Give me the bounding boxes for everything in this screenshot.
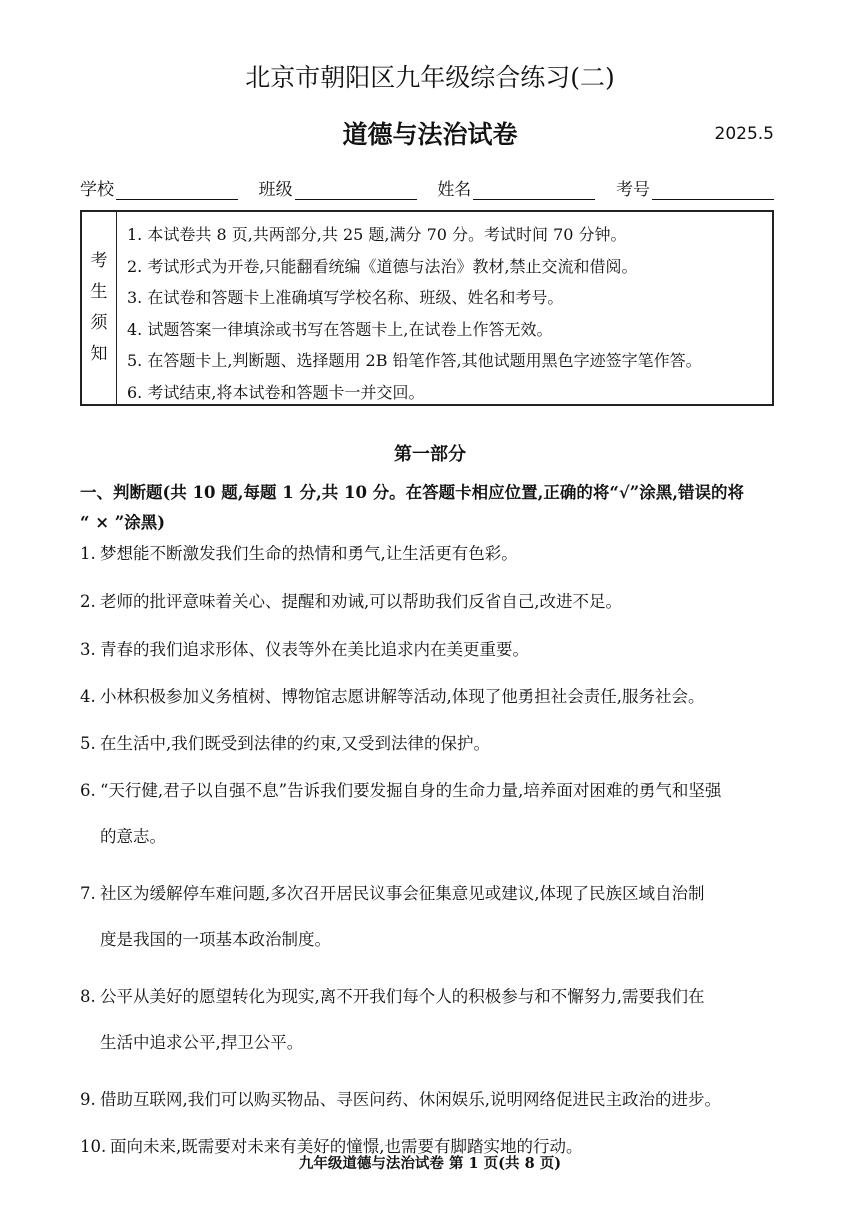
notice-item: 6. 考试结束,将本试卷和答题卡一并交回。 bbox=[127, 382, 425, 402]
student-info-row bbox=[80, 175, 774, 200]
question-item: 3. 青春的我们追求形体、仪表等外在美比追求内在美更重要。 bbox=[80, 640, 529, 659]
school-blank[interactable] bbox=[116, 179, 238, 200]
notice-item: 4. 试题答案一律填涂或书写在答题卡上,在试卷上作答无效。 bbox=[127, 319, 553, 339]
question-item: 8. 公平从美好的愿望转化为现实,离不开我们每个人的积极参与和不懈努力,需要我们在 生活中追求公平,捍卫公平。 bbox=[80, 987, 705, 1052]
class-blank[interactable] bbox=[295, 179, 417, 200]
name-field[interactable] bbox=[437, 175, 595, 200]
question-item: 1. 梦想能不断激发我们生命的热情和勇气,让生活更有色彩。 bbox=[80, 544, 518, 563]
exam-number-label: 考号 bbox=[615, 180, 650, 200]
notice-list bbox=[117, 212, 702, 404]
name-blank[interactable] bbox=[473, 179, 595, 200]
notice-item: 2. 考试形式为开卷,只能翻看统编《道德与法治》教材,禁止交流和借阅。 bbox=[127, 256, 638, 276]
class-field[interactable] bbox=[259, 175, 417, 200]
question-item: 2. 老师的批评意味着关心、提醒和劝诫,可以帮助我们反省自己,改进不足。 bbox=[80, 592, 622, 611]
school-field[interactable] bbox=[80, 175, 238, 200]
notice-item: 5. 在答题卡上,判断题、选择题用 2B 铅笔作答,其他试题用黑色字迹签字笔作答。 bbox=[127, 351, 702, 370]
question-item: 9. 借助互联网,我们可以购买物品、寻医问药、休闲娱乐,说明网络促进民主政治的进步。 bbox=[80, 1090, 721, 1109]
notice-item: 3. 在试卷和答题卡上准确填写学校名称、班级、姓名和考号。 bbox=[127, 288, 564, 307]
exam-number-blank[interactable] bbox=[652, 179, 774, 200]
question-item: 7. 社区为缓解停车难问题,多次召开居民议事会征集意见或建议,体现了民族区域自治制 度是我国的一项基本政治制度。 bbox=[80, 884, 705, 949]
notice-item: 1. 本试卷共 8 页,共两部分,共 25 题,满分 70 分。考试时间 70 分钟。 bbox=[127, 225, 627, 244]
name-label: 姓名 bbox=[437, 180, 472, 200]
exam-title: 北京市朝阳区九年级综合练习(二) bbox=[245, 63, 615, 92]
section-heading: 一、判断题(共 10 题,每题 1 分,共 10 分。在答题卡相应位置,正确的将“√”涂黑,错误的将 “ × ”涂黑) bbox=[80, 483, 744, 532]
question-item: 10. 面向未来,既需要对未来有美好的憧憬,也需要有脚踏实地的行动。 bbox=[80, 1137, 583, 1156]
question-list bbox=[80, 540, 780, 1161]
question-item: 6. “天行健,君子以自强不息”告诉我们要发掘自身的生命力量,培养面对困难的勇气和坚强 的意志。 bbox=[80, 781, 722, 846]
class-label: 班级 bbox=[258, 180, 293, 200]
question-item: 4. 小林积极参加义务植树、博物馆志愿讲解等活动,体现了他勇担社会责任,服务社会。 bbox=[80, 687, 705, 706]
page-footer: 九年级道德与法治试卷 第 1 页(共 8 页) bbox=[298, 1155, 562, 1172]
part-title: 第一部分 bbox=[394, 444, 466, 465]
notice-side-label: 考 生 须 知 bbox=[82, 212, 117, 404]
question-item: 5. 在生活中,我们既受到法律的约束,又受到法律的保护。 bbox=[80, 734, 490, 753]
school-label: 学校 bbox=[80, 180, 114, 200]
notice-box bbox=[80, 210, 774, 406]
exam-date: 2025.5 bbox=[714, 124, 774, 144]
exam-subtitle: 道德与法治试卷 bbox=[342, 120, 518, 149]
exam-number-field[interactable] bbox=[616, 175, 774, 200]
